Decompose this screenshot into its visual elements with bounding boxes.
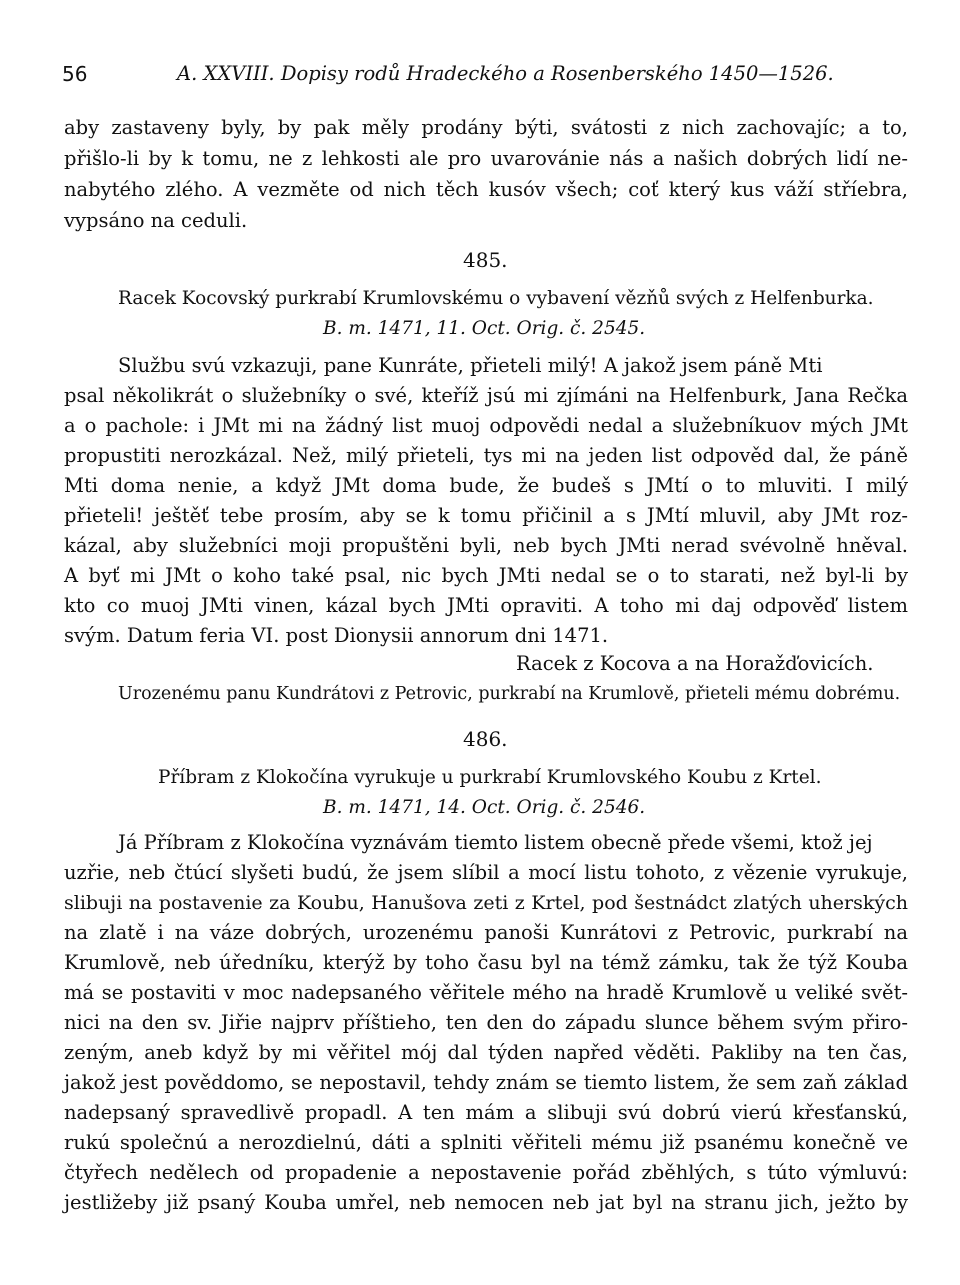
text-line: aby zastaveny byly, by pak měly prodány býti, svátosti z nich zachovajíc; a to, <box>64 116 908 139</box>
text-line: čtyřech nedělech od propadenie a nepostavenie pořád zběhlých, s túto výmluvú: <box>64 1161 908 1184</box>
page-number: 56 <box>62 62 88 86</box>
text-line: přieteli! ještěť tebe prosím, aby se k tomu přičinil a s JMtí mluvil, aby JMt roz- <box>64 504 908 527</box>
text-line: A byť mi JMt o koho také psal, nic bych JMti nedal se o to starati, než byl-li by <box>64 564 908 587</box>
text-line: na zlatě i na váze dobrých, urozenému panoši Kunrátovi z Petrovic, purkrabí na <box>64 921 908 944</box>
text-line: nabytého zlého. A vezměte od nich těch kusóv všech; coť který kus váží stříebra, <box>64 178 908 201</box>
text-line: rukú společnú a nerozdielnú, dáti a splniti věřiteli mému již psanému konečně ve <box>64 1131 908 1154</box>
text-line: nadepsaný spravedlivě propadl. A ten mám a slibuji svú dobrú vierú křesťanskú, <box>64 1101 908 1124</box>
text-line: uzřie, neb čtúcí slyšeti budú, že jsem slíbil a mocí listu tohoto, z vězenie vyrukuje, <box>64 861 908 884</box>
letter-heading: Příbram z Klokočína vyrukuje u purkrabí Krumlovského Koubu z Krtel. <box>158 767 822 788</box>
text-line: kto co muoj JMti vinen, kázal bych JMti opraviti. A toho mi daj odpověď listem <box>64 594 908 617</box>
running-title: A. XXVIII. Dopisy rodů Hradeckého a Rosenberského 1450—1526. <box>177 62 834 85</box>
letter-heading: Racek Kocovský purkrabí Krumlovskému o vybavení vězňů svých z Helfenburka. <box>118 288 874 309</box>
text-line: má se postaviti v moc nadepsaného věřitele mého na hradě Krumlově u veliké svět- <box>64 981 908 1004</box>
text-line: kázal, aby služebníci moji propuštěni byli, neb bych JMti nerad svévolně hněval. <box>64 534 908 557</box>
running-head <box>62 62 902 92</box>
letter-source: B. m. 1471, 14. Oct. Orig. č. 2546. <box>323 797 646 818</box>
text-line: Službu svú vzkazuji, pane Kunráte, přieteli milý! A jakož jsem páně Mti <box>118 354 823 377</box>
text-line: svým. Datum feria VI. post Dionysii annorum dni 1471. <box>64 624 609 647</box>
text-line: jestližeby již psaný Kouba umřel, neb nemocen neb jat byl na stranu jich, ježto by <box>64 1191 908 1214</box>
text-line: slibuji na postavenie za Koubu, Hanušova zeti z Krtel, pod šestnádct zlatých uherských <box>64 892 908 914</box>
letter-source: B. m. 1471, 11. Oct. Orig. č. 2545. <box>323 318 646 339</box>
text-line: propustiti nerozkázal. Než, milý přieteli, tys mi na jeden list odpověd dal, že páně <box>64 444 908 467</box>
text-line: a o pachole: i JMt mi na žádný list muoj odpovědi nedal a služebníkuov mých JMt <box>64 414 908 437</box>
text-line: přišlo-li by k tomu, ne z lehkosti ale pro uvarovánie nás a našich dobrých lidí ne- <box>64 147 908 170</box>
letter-number: 486. <box>463 727 508 751</box>
text-line: Krumlově, neb úředníku, kterýž by toho času byl na témž zámku, tak že týž Kouba <box>64 951 908 974</box>
text-line: psal několikrát o služebníky o své, kteříž jsú mi zjímáni na Helfenburk, Jana Rečka <box>64 384 908 407</box>
text-line: vypsáno na ceduli. <box>64 209 248 232</box>
letter-signature: Racek z Kocova a na Horažďovicích. <box>516 652 874 675</box>
text-line: Mti doma nenie, a když JMt doma bude, že budeš s JMtí o to mluviti. I milý <box>64 474 908 497</box>
letter-number: 485. <box>463 248 508 272</box>
letter-address: Urozenému panu Kundrátovi z Petrovic, purkrabí na Krumlově, přieteli mému dobrému. <box>118 684 901 704</box>
text-line: Já Příbram z Klokočína vyznávám tiemto listem obecně přede všemi, ktož jej <box>118 831 873 854</box>
text-line: jakož jest pověddomo, se nepostavil, tehdy znám se tiemto listem, že sem zaň základ <box>64 1071 908 1094</box>
text-line: zeným, aneb když by mi věřitel mój dal týden napřed věděti. Pakliby na ten čas, <box>64 1041 908 1064</box>
text-line: nici na den sv. Jiřie najprv příštieho, ten den do západu slunce během svým přiro- <box>64 1011 908 1034</box>
